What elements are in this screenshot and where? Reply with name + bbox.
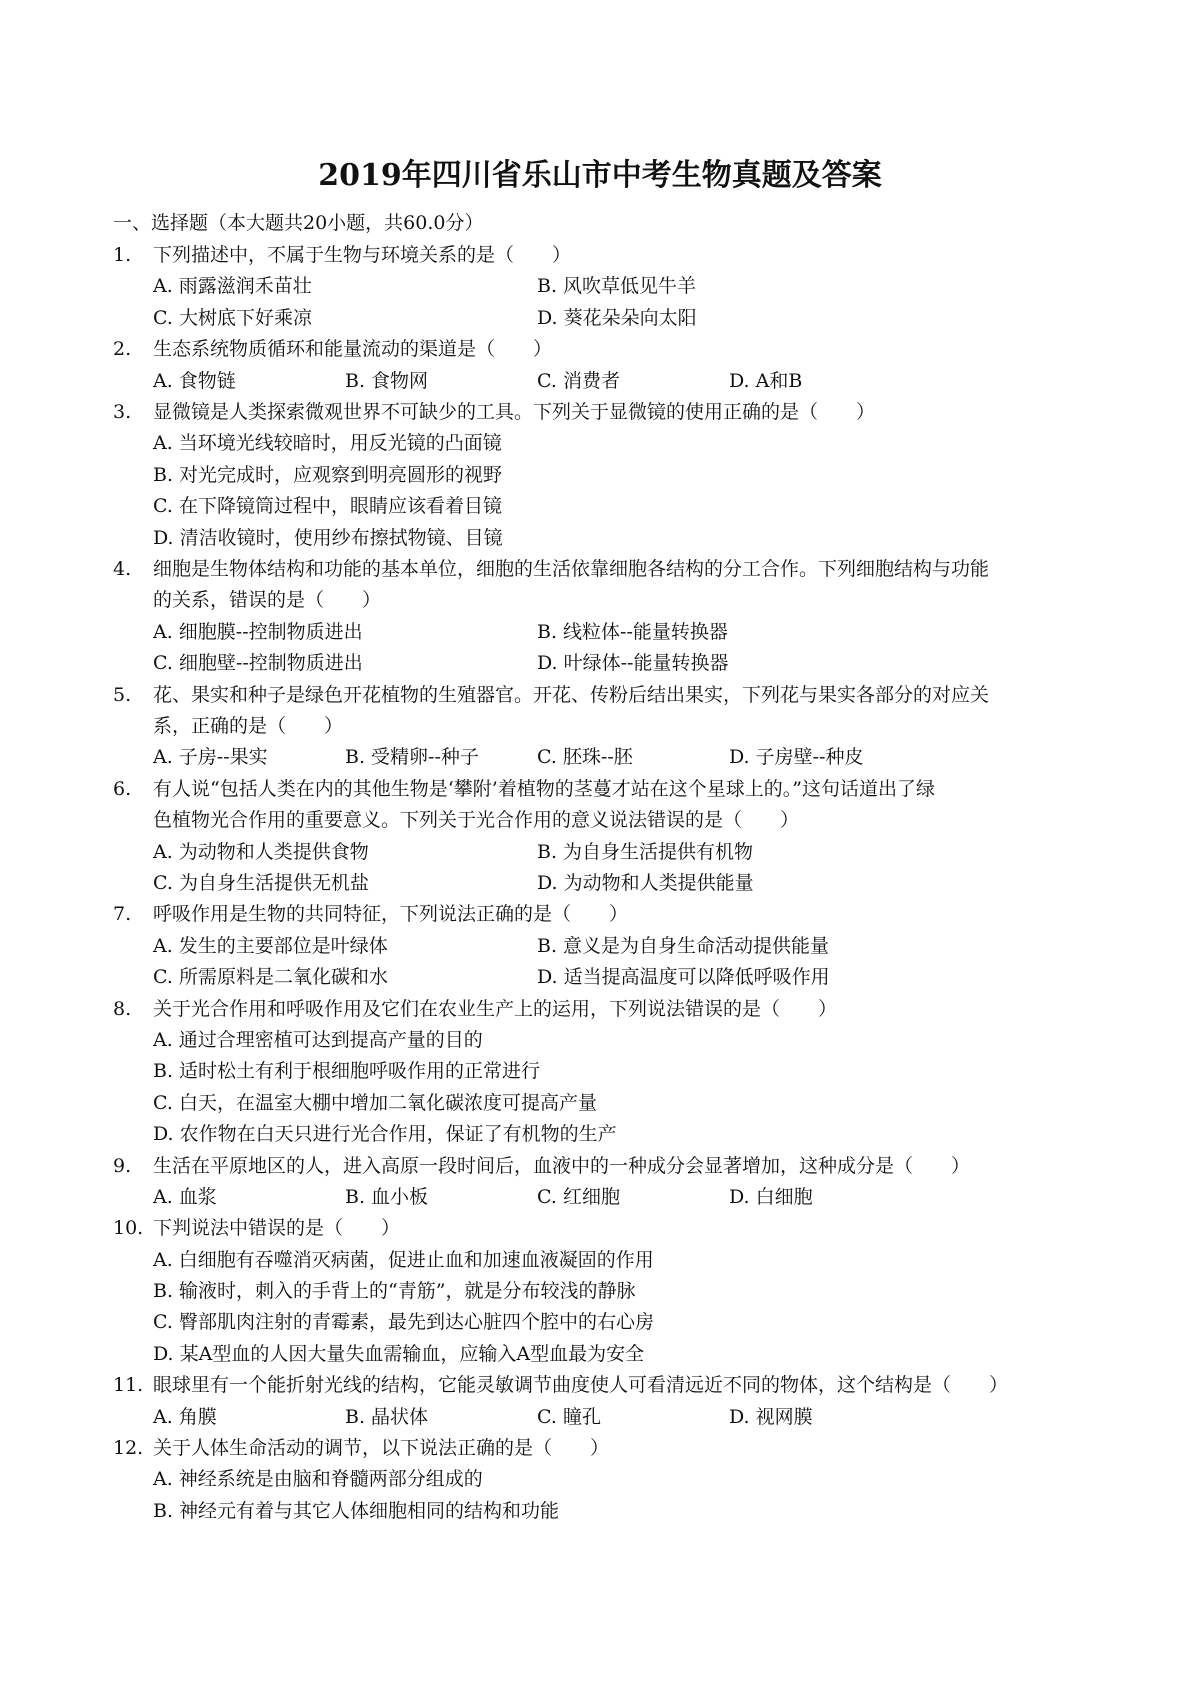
question-number: 2. (113, 338, 132, 361)
option-list (153, 837, 1103, 900)
option-b[interactable]: B. 血小板 (345, 1185, 429, 1208)
question-list (113, 240, 1103, 1527)
question-stem-line (113, 334, 1103, 365)
option-a[interactable]: A. 角膜 (153, 1405, 217, 1428)
option-row (153, 1402, 1103, 1433)
option-d[interactable]: D. 白细胞 (729, 1185, 813, 1208)
option-row (153, 1025, 1103, 1056)
option-b[interactable]: B. 受精卵--种子 (345, 746, 479, 769)
question-1 (113, 240, 1103, 334)
option-b[interactable]: B. 神经元有着与其它人体细胞相同的结构和功能 (153, 1499, 560, 1522)
option-d[interactable]: D. 清洁收镜时，使用纱布擦拭物镜、目镜 (153, 526, 503, 549)
option-list (153, 1464, 1103, 1527)
question-number: 3. (113, 400, 132, 423)
option-d[interactable]: D. 葵花朵朵向太阳 (537, 306, 697, 329)
option-a[interactable]: A. 通过合理密植可达到提高产量的目的 (153, 1028, 483, 1051)
question-number: 12. (113, 1437, 144, 1460)
option-row (153, 1182, 1103, 1213)
option-a[interactable]: A. 子房--果实 (153, 746, 268, 769)
option-c[interactable]: C. 消费者 (537, 369, 620, 392)
option-d[interactable]: D. 子房壁--种皮 (729, 746, 864, 769)
option-b[interactable]: B. 食物网 (345, 369, 429, 392)
option-row (153, 1119, 1103, 1150)
question-number: 7. (113, 903, 132, 926)
section-heading: 一、选择题（本大题共20小题，共60.0分） (113, 212, 484, 234)
question-text: 色植物光合作用的重要意义。下列关于光合作用的意义说法错误的是（ ） (153, 809, 800, 832)
question-text: 系，正确的是（ ） (153, 714, 344, 737)
option-list (153, 742, 1103, 773)
option-d[interactable]: D. 为动物和人类提供能量 (537, 871, 754, 894)
option-a[interactable]: A. 食物链 (153, 369, 236, 392)
question-number: 4. (113, 557, 132, 580)
option-c[interactable]: C. 臀部肌肉注射的青霉素，最先到达心脏四个腔中的右心房 (153, 1311, 654, 1334)
option-b[interactable]: B. 对光完成时，应观察到明亮圆形的视野 (153, 463, 503, 486)
question-number: 6. (113, 777, 132, 800)
option-a[interactable]: A. 神经系统是由脑和脊髓两部分组成的 (153, 1468, 483, 1491)
option-d[interactable]: D. A和B (729, 369, 803, 392)
question-8 (113, 994, 1103, 1151)
question-stem-line (113, 680, 1103, 711)
option-row (153, 868, 1103, 899)
question-12 (113, 1433, 1103, 1527)
option-c[interactable]: C. 在下降镜筒过程中，眼睛应该看着目镜 (153, 495, 502, 518)
question-text: 呼吸作用是生物的共同特征，下列说法正确的是（ ） (153, 903, 629, 926)
page-title: 2019年四川省乐山市中考生物真题及答案 (318, 158, 882, 193)
question-text: 下判说法中错误的是（ ） (153, 1217, 401, 1240)
option-row (153, 962, 1103, 993)
option-c[interactable]: C. 大树底下好乘凉 (153, 306, 312, 329)
question-stem-line (113, 1433, 1103, 1464)
question-stem-line (113, 805, 1103, 836)
option-row (153, 742, 1103, 773)
question-stem-line (113, 240, 1103, 271)
option-c[interactable]: C. 细胞壁--控制物质进出 (153, 652, 363, 675)
option-a[interactable]: A. 为动物和人类提供食物 (153, 840, 369, 863)
option-row (153, 837, 1103, 868)
option-a[interactable]: A. 发生的主要部位是叶绿体 (153, 934, 388, 957)
question-text: 的关系，错误的是（ ） (153, 589, 382, 612)
question-number: 10. (113, 1217, 144, 1240)
question-7 (113, 899, 1103, 993)
question-number: 1. (113, 244, 132, 266)
question-stem-line (113, 711, 1103, 742)
question-2 (113, 334, 1103, 397)
option-c[interactable]: C. 红细胞 (537, 1185, 620, 1208)
question-stem-line (113, 1213, 1103, 1244)
option-b[interactable]: B. 适时松土有利于根细胞呼吸作用的正常进行 (153, 1060, 541, 1083)
option-row (153, 460, 1103, 491)
question-stem-line (113, 899, 1103, 930)
option-list (153, 1025, 1103, 1151)
option-a[interactable]: A. 当环境光线较暗时，用反光镜的凸面镜 (153, 432, 502, 455)
option-b[interactable]: B. 线粒体--能量转换器 (537, 620, 728, 643)
option-row (153, 1276, 1103, 1307)
option-row (153, 303, 1103, 334)
option-row (153, 1245, 1103, 1276)
option-row (153, 271, 1103, 302)
option-row (153, 366, 1103, 397)
option-row (153, 648, 1103, 679)
question-text: 显微镜是人类探索微观世界不可缺少的工具。下列关于显微镜的使用正确的是（ ） (153, 400, 876, 423)
option-list (153, 931, 1103, 994)
option-row (153, 428, 1103, 459)
option-list (153, 1245, 1103, 1371)
question-text: 生活在平原地区的人，进入高原一段时间后，血液中的一种成分会显著增加，这种成分是（ ） (153, 1154, 971, 1177)
option-d[interactable]: D. 适当提高温度可以降低呼吸作用 (537, 966, 830, 989)
option-c[interactable]: C. 白天，在温室大棚中增加二氧化碳浓度可提高产量 (153, 1091, 597, 1114)
option-d[interactable]: D. 视网膜 (729, 1405, 813, 1428)
option-list (153, 366, 1103, 397)
option-c[interactable]: C. 胚珠--胚 (537, 746, 633, 769)
option-a[interactable]: A. 雨露滋润禾苗壮 (153, 275, 312, 298)
question-number: 9. (113, 1154, 132, 1177)
question-3 (113, 397, 1103, 554)
question-11 (113, 1370, 1103, 1433)
option-c[interactable]: C. 为自身生活提供无机盐 (153, 871, 369, 894)
option-row (153, 1088, 1103, 1119)
question-text: 下列描述中，不属于生物与环境关系的是（ ） (153, 244, 572, 266)
option-list (153, 271, 1103, 334)
option-b[interactable]: B. 意义是为自身生命活动提供能量 (537, 934, 830, 957)
question-stem-line (113, 1151, 1103, 1182)
question-stem-line (113, 1370, 1103, 1401)
option-a[interactable]: A. 细胞膜--控制物质进出 (153, 620, 363, 643)
question-text: 关于光合作用和呼吸作用及它们在农业生产上的运用，下列说法错误的是（ ） (153, 997, 838, 1020)
question-text: 生态系统物质循环和能量流动的渠道是（ ） (153, 338, 553, 361)
option-list (153, 1182, 1103, 1213)
question-stem-line (113, 397, 1103, 428)
question-9 (113, 1151, 1103, 1214)
option-a[interactable]: A. 血浆 (153, 1185, 217, 1208)
question-number: 11. (113, 1374, 144, 1397)
option-row (153, 1496, 1103, 1527)
option-row (153, 523, 1103, 554)
option-a[interactable]: A. 白细胞有吞噬消灭病菌，促进止血和加速血液凝固的作用 (153, 1248, 654, 1271)
question-text: 花、果实和种子是绿色开花植物的生殖器官。开花、传粉后结出果实，下列花与果实各部分的对应关 (153, 683, 990, 706)
option-b[interactable]: B. 风吹草低见牛羊 (537, 275, 697, 298)
question-6 (113, 774, 1103, 900)
question-stem-line (113, 585, 1103, 616)
question-4 (113, 554, 1103, 680)
question-text: 关于人体生命活动的调节，以下说法正确的是（ ） (153, 1437, 610, 1460)
option-list (153, 1402, 1103, 1433)
option-row (153, 1464, 1103, 1495)
option-d[interactable]: D. 叶绿体--能量转换器 (537, 652, 729, 675)
question-number: 8. (113, 997, 132, 1020)
question-5 (113, 680, 1103, 774)
option-row (153, 491, 1103, 522)
option-row (153, 1307, 1103, 1338)
question-text: 眼球里有一个能折射光线的结构，它能灵敏调节曲度使人可看清远近不同的物体，这个结构是（ ） (153, 1374, 1009, 1397)
option-row (153, 1056, 1103, 1087)
question-number: 5. (113, 683, 132, 706)
option-row (153, 1339, 1103, 1370)
question-text: 有人说“包括人类在内的其他生物是‘攀附’着植物的茎蔓才站在这个星球上的。”这句话道出了绿 (153, 777, 936, 800)
question-text: 细胞是生物体结构和功能的基本单位，细胞的生活依靠细胞各结构的分工合作。下列细胞结构与功能 (153, 557, 990, 580)
option-c[interactable]: C. 瞳孔 (537, 1405, 601, 1428)
option-b[interactable]: B. 为自身生活提供有机物 (537, 840, 754, 863)
option-row (153, 931, 1103, 962)
option-d[interactable]: D. 某A型血的人因大量失血需输血，应输入A型血最为安全 (153, 1342, 645, 1365)
option-list (153, 617, 1103, 680)
question-stem-line (113, 554, 1103, 585)
option-b[interactable]: B. 输液时，刺入的手背上的“青筋”，就是分布较浅的静脉 (153, 1280, 636, 1303)
question-stem-line (113, 774, 1103, 805)
option-b[interactable]: B. 晶状体 (345, 1405, 429, 1428)
question-10 (113, 1213, 1103, 1370)
option-row (153, 617, 1103, 648)
option-d[interactable]: D. 农作物在白天只进行光合作用，保证了有机物的生产 (153, 1123, 617, 1146)
option-c[interactable]: C. 所需原料是二氧化碳和水 (153, 966, 388, 989)
option-list (153, 428, 1103, 554)
question-stem-line (113, 994, 1103, 1025)
